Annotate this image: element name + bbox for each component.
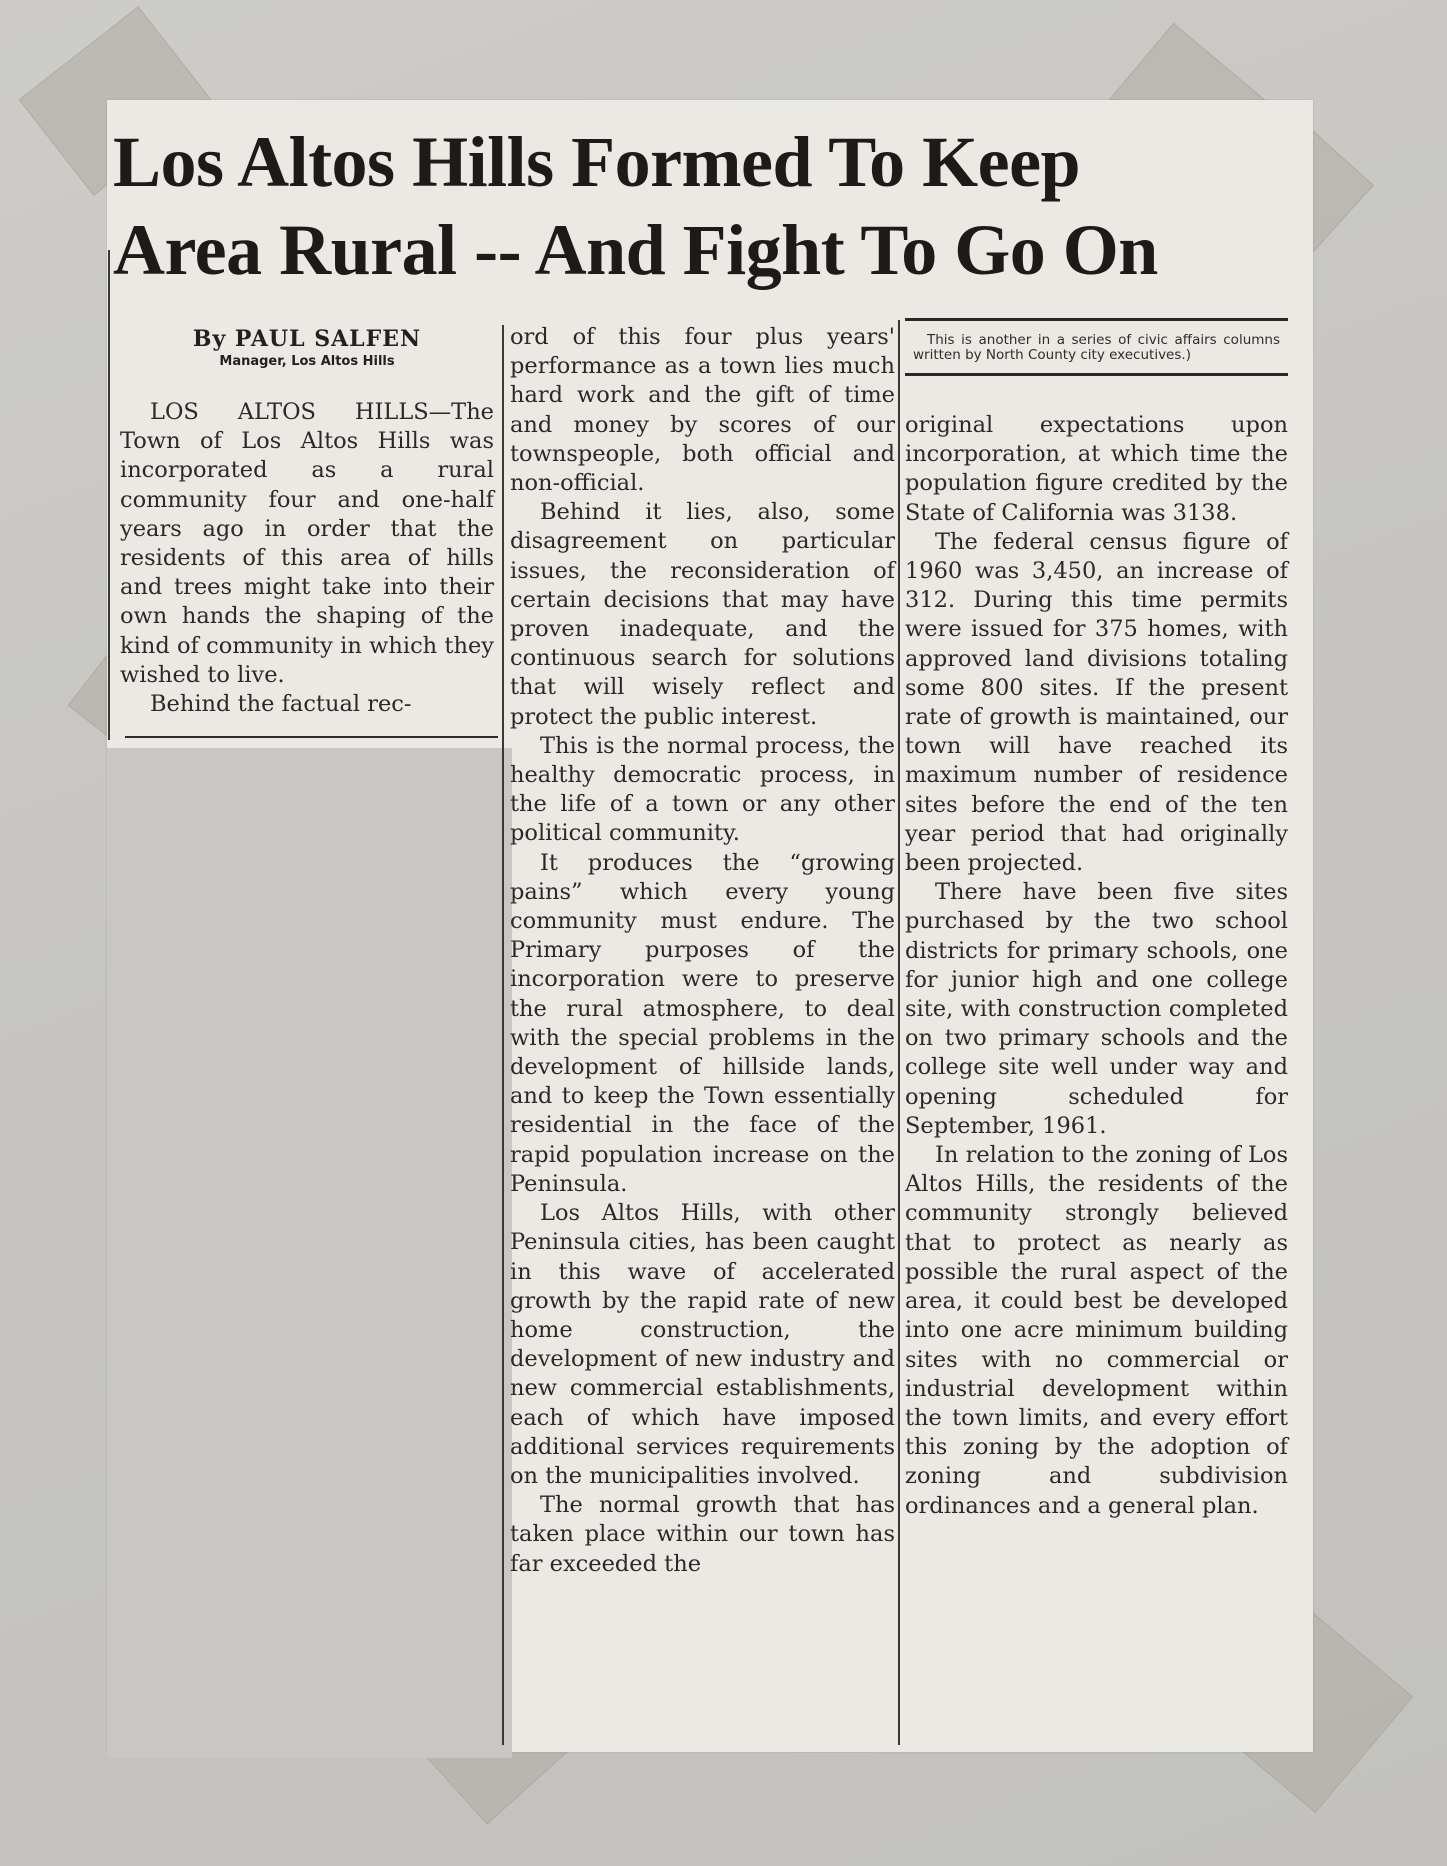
editor-note: This is another in a series of civic affairs columns written by North County city executives.) [905, 318, 1288, 376]
paragraph: The normal growth that has taken place within our town has far exceeded the [510, 1492, 895, 1577]
article-headline [113, 118, 1263, 294]
clipping-cutout-area [107, 748, 512, 1758]
article-column-2 [510, 323, 895, 1579]
author-name: By PAUL SALFEN [192, 326, 422, 352]
headline-line-2: Area Rural -- And Fight To Go On [113, 210, 1158, 290]
paragraph: There have been five sites purchased by the two school districts for primary schools, one for junior high and one college site, with construction completed on two primary schools and the college site well under way and opening scheduled for September, 1961. [905, 879, 1288, 1139]
paragraph: Behind it lies, also, some disagreement on particular issues, the reconsideration of certain decisions that may have proven inadequate, and the continuous search for solutions that will wisely reflect and protect the public interest. [510, 499, 895, 730]
paragraph: In relation to the zoning of Los Altos Hills, the residents of the community strongly believed that to protect as nearly as possible the rural aspect of the area, it could best be developed into one acre minimum building sites with no commercial or industrial development within the town limits, and every effort this zoning by the adoption of zoning and subdivision ordinances and a general plan. [905, 1142, 1288, 1519]
paragraph: The federal census figure of 1960 was 3,450, an increase of 312. During this time permits were issued for 375 homes, with approved land divisions totaling some 800 sites. If the present rate of growth is maintained, our town will have reached its maximum number of residence sites before the end of the ten year period that had originally been projected. [905, 528, 1288, 877]
paragraph: original expectations upon incorporation, at which time the population figure credited by the State of California was 3138. [905, 412, 1288, 526]
article-column-3 [905, 411, 1288, 1521]
paragraph: LOS ALTOS HILLS—The Town of Los Altos Hills was incorporated as a rural community four and one-half years ago in order that the residents of this area of hills and trees might take into their own hands the shaping of the kind of community in which they wished to live. [120, 399, 494, 688]
headline-line-1: Los Altos Hills Formed To Keep [113, 122, 1081, 202]
paragraph: This is the normal process, the healthy democratic process, in the life of a town or any other political community. [510, 732, 895, 847]
column-rule-1-2 [502, 325, 504, 1745]
paragraph: ord of this four plus years' performance as a town lies much hard work and the gift of time and money by scores of our townspeople, both official and non-official. [510, 324, 895, 497]
paragraph: It produces the “growing pains” which every young community must endure. The Primary purposes of the incorporation were to preserve the rural atmosphere, to deal with the special problems in the development of hillside lands, and to keep the Town essentially residential in the face of the rapid population increase on the Peninsula. [510, 849, 895, 1197]
column1-end-rule [125, 736, 498, 738]
column-rule-left [108, 250, 110, 740]
paragraph: Behind the factual rec- [150, 691, 412, 718]
article-column-1 [120, 398, 494, 719]
column-rule-2-3 [898, 320, 900, 1745]
byline [120, 326, 494, 369]
author-title: Manager, Los Altos Hills [219, 354, 395, 369]
paragraph: Los Altos Hills, with other Peninsula cities, has been caught in this wave of accelerated growth by the rapid rate of new home construction, the development of new industry and new commercial establishments, each of which have imposed additional services requirements on the municipalities involved. [510, 1200, 895, 1489]
